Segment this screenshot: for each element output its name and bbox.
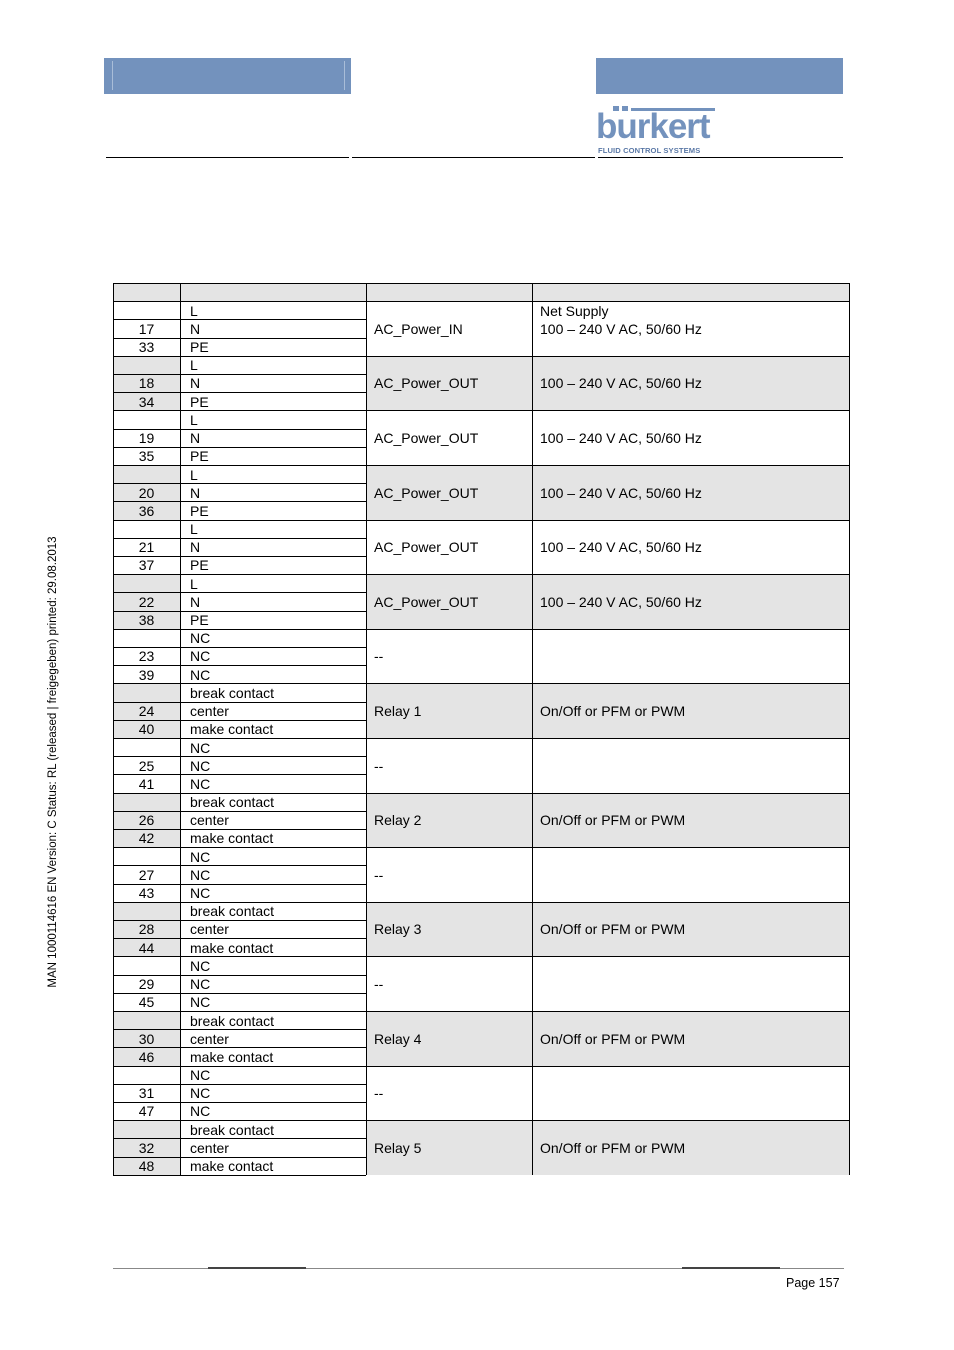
table-group — [113, 1066, 850, 1121]
pin-name: L — [190, 466, 198, 483]
table-group — [113, 574, 850, 629]
signal-name: -- — [374, 757, 384, 774]
header-rule-right — [598, 157, 843, 158]
pin-name: NC — [190, 666, 211, 683]
burkert-logo — [597, 106, 717, 156]
pin-name: center — [190, 1030, 229, 1047]
terminal-number: 40 — [138, 721, 155, 738]
logo-wordmark: burkert — [596, 107, 710, 146]
document-status-note: MAN 1000114616 EN Version: C Status: RL (released | freigegeben) printed: 29.08.2013 — [47, 536, 59, 988]
pin-name: NC — [190, 1085, 211, 1102]
pin-name: NC — [190, 885, 211, 902]
pin-name: center — [190, 1139, 229, 1156]
header-bar-right — [596, 58, 843, 94]
signal-name: Relay 1 — [374, 703, 422, 720]
terminal-number: 25 — [138, 757, 155, 774]
pin-name: make contact — [190, 1158, 274, 1175]
table-group — [113, 902, 850, 957]
terminal-number: 19 — [138, 430, 155, 447]
pin-name: NC — [190, 848, 211, 865]
table-group — [113, 847, 850, 902]
pin-name: NC — [190, 1103, 211, 1120]
pin-name: PE — [190, 557, 209, 574]
pin-name: make contact — [190, 939, 274, 956]
terminal-number: 27 — [138, 866, 155, 883]
pin-name: L — [190, 575, 198, 592]
pin-name: center — [190, 703, 229, 720]
logo-tagline: FLUID CONTROL SYSTEMS — [598, 146, 701, 155]
pin-name: NC — [190, 630, 211, 647]
pin-name: NC — [190, 648, 211, 665]
signal-name: -- — [374, 976, 384, 993]
pin-name: L — [190, 521, 198, 538]
table-group — [113, 1120, 850, 1175]
pin-name: make contact — [190, 830, 274, 847]
terminal-number: 41 — [138, 775, 155, 792]
signal-name: AC_Power_IN — [374, 320, 463, 337]
pin-name: N — [190, 375, 201, 392]
pin-name: L — [190, 411, 198, 428]
signal-name: Relay 4 — [374, 1030, 422, 1047]
signal-name: Relay 5 — [374, 1139, 422, 1156]
pin-name: PE — [190, 612, 209, 629]
header-rule-middle — [352, 157, 595, 158]
table-group — [113, 793, 850, 848]
pin-name: NC — [190, 1067, 211, 1084]
terminal-number: 32 — [138, 1139, 155, 1156]
pin-name: PE — [190, 393, 209, 410]
pin-name: N — [190, 593, 201, 610]
signal-description: 100 – 240 V AC, 50/60 Hz — [540, 539, 702, 556]
header-rule-left — [106, 157, 349, 158]
pin-name: break contact — [190, 684, 275, 701]
pin-name: NC — [190, 866, 211, 883]
pin-name: break contact — [190, 1121, 275, 1138]
pin-name: NC — [190, 994, 211, 1011]
signal-description: Net Supply — [540, 302, 609, 319]
signal-name: AC_Power_OUT — [374, 430, 479, 447]
pin-name: center — [190, 921, 229, 938]
terminal-number: 29 — [138, 976, 155, 993]
terminal-number: 34 — [138, 393, 155, 410]
terminal-number: 20 — [138, 484, 155, 501]
signal-description: 100 – 240 V AC, 50/60 Hz — [540, 430, 702, 447]
terminal-number: 30 — [138, 1030, 155, 1047]
signal-description: 100 – 240 V AC, 50/60 Hz — [540, 375, 702, 392]
footer-rule-accent-right — [682, 1267, 780, 1269]
table-header-row — [113, 283, 850, 301]
pin-name: break contact — [190, 903, 275, 920]
terminal-number: 18 — [138, 375, 155, 392]
footer-rule-accent-left — [208, 1267, 306, 1269]
signal-name: AC_Power_OUT — [374, 593, 479, 610]
terminal-number: 28 — [138, 921, 155, 938]
terminal-number: 24 — [138, 703, 155, 720]
terminal-number: 39 — [138, 666, 155, 683]
signal-description: On/Off or PFM or PWM — [540, 812, 686, 829]
signal-description: On/Off or PFM or PWM — [540, 1139, 686, 1156]
pin-name: L — [190, 357, 198, 374]
signal-description: 100 – 240 V AC, 50/60 Hz — [540, 320, 702, 337]
table-group — [113, 629, 850, 684]
signal-name: Relay 3 — [374, 921, 422, 938]
pin-name: NC — [190, 775, 211, 792]
terminal-number: 17 — [138, 320, 155, 337]
signal-name: -- — [374, 648, 384, 665]
signal-description: On/Off or PFM or PWM — [540, 921, 686, 938]
terminal-number: 33 — [138, 339, 155, 356]
signal-name: AC_Power_OUT — [374, 375, 479, 392]
pin-name: NC — [190, 976, 211, 993]
terminal-number: 26 — [138, 812, 155, 829]
table-group — [113, 465, 850, 520]
pin-name: L — [190, 302, 198, 319]
signal-description: On/Off or PFM or PWM — [540, 703, 686, 720]
table-group — [113, 410, 850, 465]
terminal-number: 23 — [138, 648, 155, 665]
signal-name: -- — [374, 1085, 384, 1102]
table-group — [113, 683, 850, 738]
pin-name: NC — [190, 757, 211, 774]
pin-name: PE — [190, 448, 209, 465]
terminal-number: 43 — [138, 885, 155, 902]
table-group — [113, 520, 850, 575]
page-number: Page 157 — [786, 1276, 840, 1290]
table-group — [113, 356, 850, 411]
signal-description: 100 – 240 V AC, 50/60 Hz — [540, 484, 702, 501]
signal-name: Relay 2 — [374, 812, 422, 829]
terminal-number: 45 — [138, 994, 155, 1011]
pin-name: make contact — [190, 721, 274, 738]
terminal-number: 48 — [138, 1158, 155, 1175]
pin-name: center — [190, 812, 229, 829]
terminal-number: 38 — [138, 612, 155, 629]
pin-name: PE — [190, 502, 209, 519]
pin-name: N — [190, 430, 201, 447]
signal-name: AC_Power_OUT — [374, 484, 479, 501]
pin-name: break contact — [190, 794, 275, 811]
pin-name: N — [190, 539, 201, 556]
pin-name: NC — [190, 739, 211, 756]
terminal-number: 44 — [138, 939, 155, 956]
table-group — [113, 956, 850, 1011]
pin-name: NC — [190, 957, 211, 974]
terminal-number: 46 — [138, 1048, 155, 1065]
pin-name: N — [190, 484, 201, 501]
signal-description: 100 – 240 V AC, 50/60 Hz — [540, 593, 702, 610]
pin-name: make contact — [190, 1048, 274, 1065]
signal-name: AC_Power_OUT — [374, 539, 479, 556]
header-bar-left — [104, 58, 351, 94]
signal-name: -- — [374, 866, 384, 883]
terminal-number: 36 — [138, 502, 155, 519]
pin-name: break contact — [190, 1012, 275, 1029]
terminal-number: 35 — [138, 448, 155, 465]
terminal-number: 47 — [138, 1103, 155, 1120]
terminal-number: 22 — [138, 593, 155, 610]
terminal-number: 21 — [138, 539, 155, 556]
pin-assignment-table — [113, 283, 850, 1175]
table-group — [113, 738, 850, 793]
table-group — [113, 301, 850, 356]
terminal-number: 37 — [138, 557, 155, 574]
terminal-number: 31 — [138, 1085, 155, 1102]
pin-name: N — [190, 320, 201, 337]
pin-name: PE — [190, 339, 209, 356]
signal-description: On/Off or PFM or PWM — [540, 1030, 686, 1047]
table-group — [113, 1011, 850, 1066]
terminal-number: 42 — [138, 830, 155, 847]
